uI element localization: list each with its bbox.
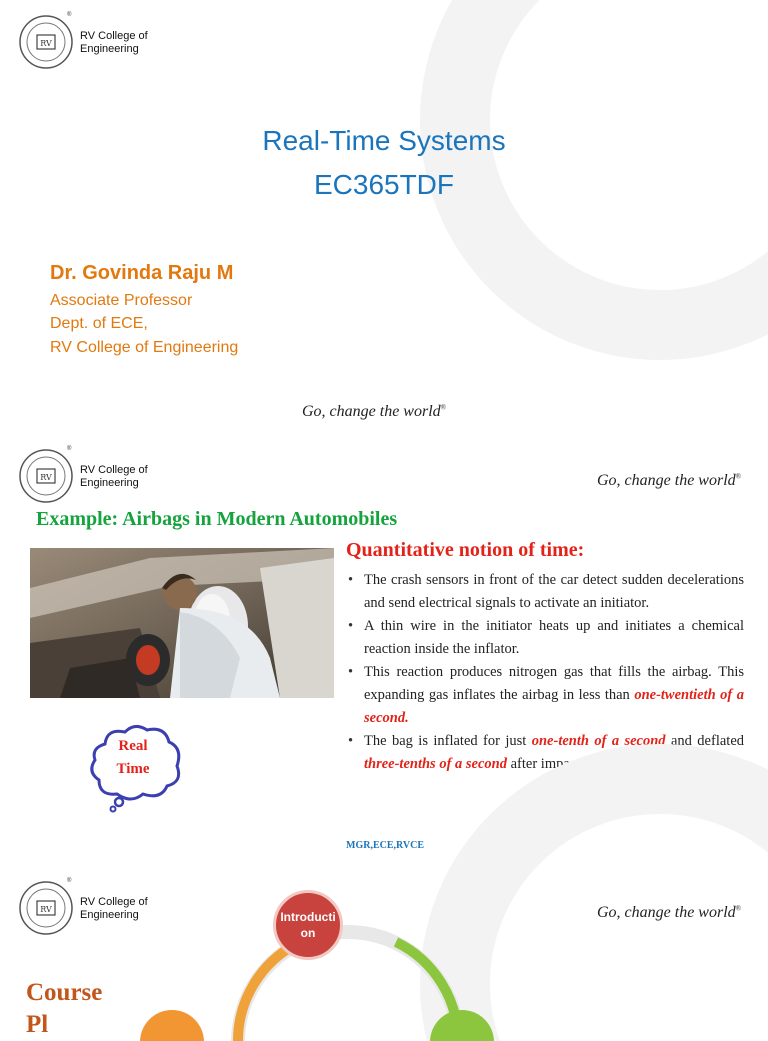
slide-footer: MGR,ECE,RVCE	[346, 840, 424, 851]
college-seal-icon	[18, 14, 74, 70]
college-name-line1: RV College of	[80, 464, 148, 476]
svg-text:RV: RV	[40, 473, 52, 482]
registered-mark: ®	[67, 12, 72, 18]
emphasis-time: one-twentieth of a second.	[364, 687, 744, 726]
college-name-line2: Engineering	[80, 909, 139, 921]
tagline-text: Go, change the world	[597, 472, 736, 489]
title-slide	[0, 0, 768, 432]
college-name-line1: RV College of	[80, 896, 148, 908]
registered-mark: ®	[67, 878, 72, 884]
svg-text:RV: RV	[40, 905, 52, 914]
svg-text:RV: RV	[40, 39, 52, 48]
college-logo	[18, 880, 148, 940]
cloud-label-line2: Time	[116, 761, 150, 777]
college-seal-icon	[18, 880, 74, 936]
bullet-text: and deflated	[665, 733, 745, 749]
course-plan-slide	[0, 864, 768, 1038]
example-title: Example: Airbags in Modern Automobiles	[36, 508, 398, 530]
tagline-mark: ®	[735, 904, 741, 913]
college-name	[80, 464, 148, 490]
bullet-item	[346, 730, 744, 776]
college-logo	[18, 14, 148, 74]
tagline-mark: ®	[735, 472, 741, 481]
cycle-node-right	[430, 1010, 494, 1041]
tagline-text: Go, change the world	[597, 904, 736, 921]
course-plan-title-line2: Pl	[26, 1011, 49, 1038]
cloud-label-line1: Real	[118, 738, 148, 754]
tagline-mark: ®	[440, 403, 446, 412]
airbag-bullet-list	[346, 569, 744, 776]
airbag-illustration-image	[30, 548, 334, 698]
bullet-text: This reaction produces nitrogen gas that fills the airbag. This expanding gas inflates the airbag in less than	[364, 664, 744, 703]
college-name	[80, 896, 148, 922]
bullet-item	[346, 661, 744, 730]
college-name-line2: Engineering	[80, 477, 139, 489]
cycle-node-left	[140, 1010, 204, 1041]
college-name	[80, 30, 148, 56]
presenter-role: Associate Professor	[50, 292, 193, 309]
course-plan-title	[26, 977, 102, 1041]
emphasis-time: one-tenth of a second	[531, 733, 666, 749]
tagline	[302, 403, 446, 421]
college-name-line1: RV College of	[80, 30, 148, 42]
tagline	[597, 904, 741, 922]
emphasis-time: three-tenths of a second	[364, 756, 507, 772]
tagline	[597, 472, 741, 490]
college-name-line2: Engineering	[80, 43, 139, 55]
bullet-text: The crash sensors in front of the car detect sudden decelerations and send electrical signals to activate an initiator.	[364, 572, 744, 611]
presenter-name: Dr. Govinda Raju M	[50, 262, 234, 284]
college-logo	[18, 448, 148, 508]
quantitative-title: Quantitative notion of time:	[346, 539, 585, 561]
course-title: Real-Time Systems	[262, 125, 506, 156]
course-code: EC365TDF	[313, 169, 455, 200]
bullet-text: A thin wire in the initiator heats up and initiates a chemical reaction inside the inflator.	[364, 618, 744, 657]
bullet-text: after impact.	[506, 756, 584, 772]
presenter-dept: Dept. of ECE,	[50, 315, 148, 332]
bullet-item	[346, 615, 744, 661]
presenter-college: RV College of Engineering	[50, 339, 239, 356]
course-plan-title-line1: Course	[26, 979, 103, 1006]
airbag-example-slide	[0, 432, 768, 864]
tagline-text: Go, change the world	[302, 403, 441, 420]
bullet-item	[346, 569, 744, 615]
college-seal-icon	[18, 448, 74, 504]
bullet-text: The bag is inflated for just	[364, 733, 532, 749]
cloud-label	[85, 735, 181, 781]
node-label: Introducti on	[280, 910, 336, 940]
registered-mark: ®	[67, 446, 72, 452]
cycle-node-introduction	[273, 890, 343, 960]
